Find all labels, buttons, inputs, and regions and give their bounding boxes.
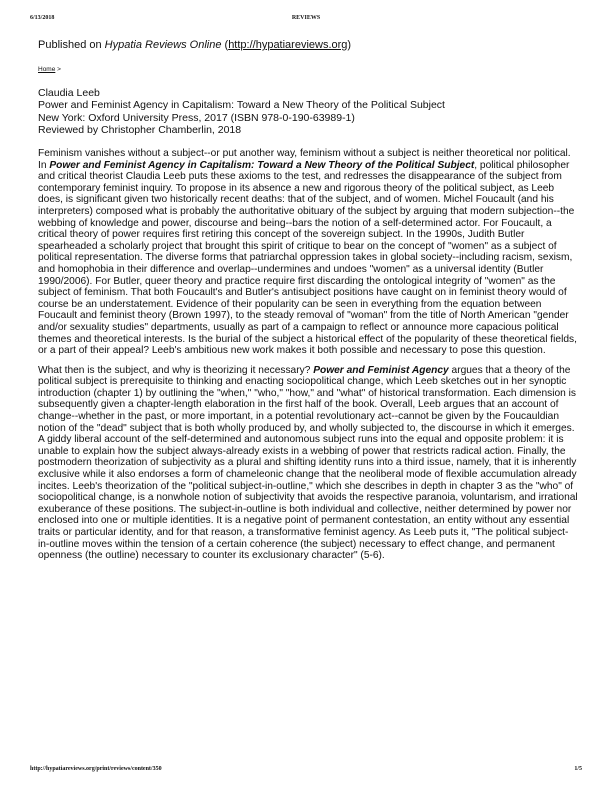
site-name: Hypatia Reviews Online (104, 39, 222, 51)
article (38, 40, 578, 570)
paragraph-2: What then is the subject, and why is theorizing it necessary? Power and Feminist Agency argues that a theory of the political subject is prerequisite to thinking and enacting sociopolitical change, which Leeb sketches out in her synoptic introduction (chapter 1) by outlining the "when," "who," "how," and "what" of historical transformation. Each dimension is subsequently given a chapter-length elaboration in the first half of the book. Overall, Leeb argues that an account of change--whether in the past, or more important, in a potential revolutionary act--cannot be given by the Foucauldian notion of the "dead" subject that is both wholly produced by, and wholly subjected to, the discourse in which it emerges. A giddy liberal account of the self-determined and autonomous subject runs into the equal and opposite problem: it is unable to explain how the subject always-already exists in a webbing of power that restricts radical action. Finally, the postmodern theorization of subjectivity as a plural and shifting identity runs into a third issue, namely, that it is inherently exclusive while it also endorses a form of chameleonic change that the neoliberal mode of flexible accumulation already incites. Leeb's theorization of the "political subject-in-outline," which she describes in depth in chapter 3 as the "who" of sociopolitical change, is a nonwhole notion of subjectivity that avoids the respective paranoia, voluntarism, and irrational exuberance of these positions. The subject-in-outline is both individual and collective, neither determined by power nor enclosed into one or multiple identities. It is a negative point of permanent contestation, an entity without any essential traits or particular identity, and for that reason, a transformative feminist agency. As Leeb puts it, "The political subject-in-outline moves within the tension of a certain coherence (the subject) necessary to effect change, and permanent openness (the outline) necessary to counter its exclusionary character" (5-6). (38, 364, 578, 562)
book-title-short-inline: Power and Feminist Agency (313, 364, 449, 376)
book-author: Claudia Leeb (38, 87, 100, 100)
published-line: Published on Hypatia Reviews Online (http://hypatiareviews.org) (38, 39, 352, 51)
print-url: http://hypatiareviews.org/print/reviews/content/350 (30, 766, 162, 772)
paragraph-1: Feminism vanishes without a subject--or put another way, feminism without a subject is neither theoretical nor political. In Power and Feminist Agency in Capitalism: Toward a New Theory of the Political Subject, political philosopher and critical theorist Claudia Leeb puts these axioms to the test, and redresses the disappearance of the subject from contemporary feminist inquiry. To propose in its absence a new and rigorous theory of the political subject, as Leeb does, is significant given two historically recent deaths: that of the subject, and of women. Michel Foucault (and his interpreters) composed what is probably the authoritative obituary of the subject by arguing that modern subjection--the webbing of knowledge and power, discourse and being--bars the notion of a self-determined actor. For Foucault, a critical theory of power requires first retiring this concept of the sovereign subject. In the 1990s, Judith Butler spearheaded a scholarly project that brought this spirit of critique to bear on the concept of "women" as a subject of political representation. The diverse forms that patriarchal oppression takes in global society--including racism, sexism, and homophobia in their difference and overlap--undermines and undoes "women" as a universal identity (Butler 1990/2006). For Butler, queer theory and practice require first discarding the ontological integrity of "women" as the subject of feminism. That both Foucault's and Butler's antisubject positions have caught on in feminist theory would of course be an understatement. Evidence of their popularity can be seen in everything from the equation between Foucault and feminist theory (Brown 1997), to the steady removal of "woman" from the title of North American "gender and/or sexuality studies" departments, usually as part of a campaign to reflect or announce more capacious political themes and theoretical interests. Is the burial of the subject a historical effect of the popularity of these theoretical fields, or a part of their appeal? Leeb's ambitious new work makes it both possible and necessary to pose this question. (38, 148, 577, 357)
book-title: Power and Feminist Agency in Capitalism: Toward a New Theory of the Political Subject (38, 99, 445, 112)
book-title-inline: Power and Feminist Agency in Capitalism: Toward a New Theory of the Political Subject (49, 159, 475, 171)
book-publisher: New York: Oxford University Press, 2017 (ISBN 978-0-190-63989-1) (38, 111, 355, 124)
breadcrumb-home-link[interactable]: Home (38, 65, 56, 73)
review-meta (38, 87, 578, 136)
breadcrumb: Home > (38, 65, 61, 73)
print-title: REVIEWS (291, 15, 321, 21)
print-header (30, 15, 582, 25)
reviewer: Reviewed by Christopher Chamberlin, 2018 (38, 123, 242, 136)
site-link[interactable]: http://hypatiareviews.org (228, 39, 348, 51)
print-footer (30, 766, 582, 776)
print-date: 6/13/2018 (30, 15, 55, 21)
page-number: 1/5 (574, 766, 582, 772)
